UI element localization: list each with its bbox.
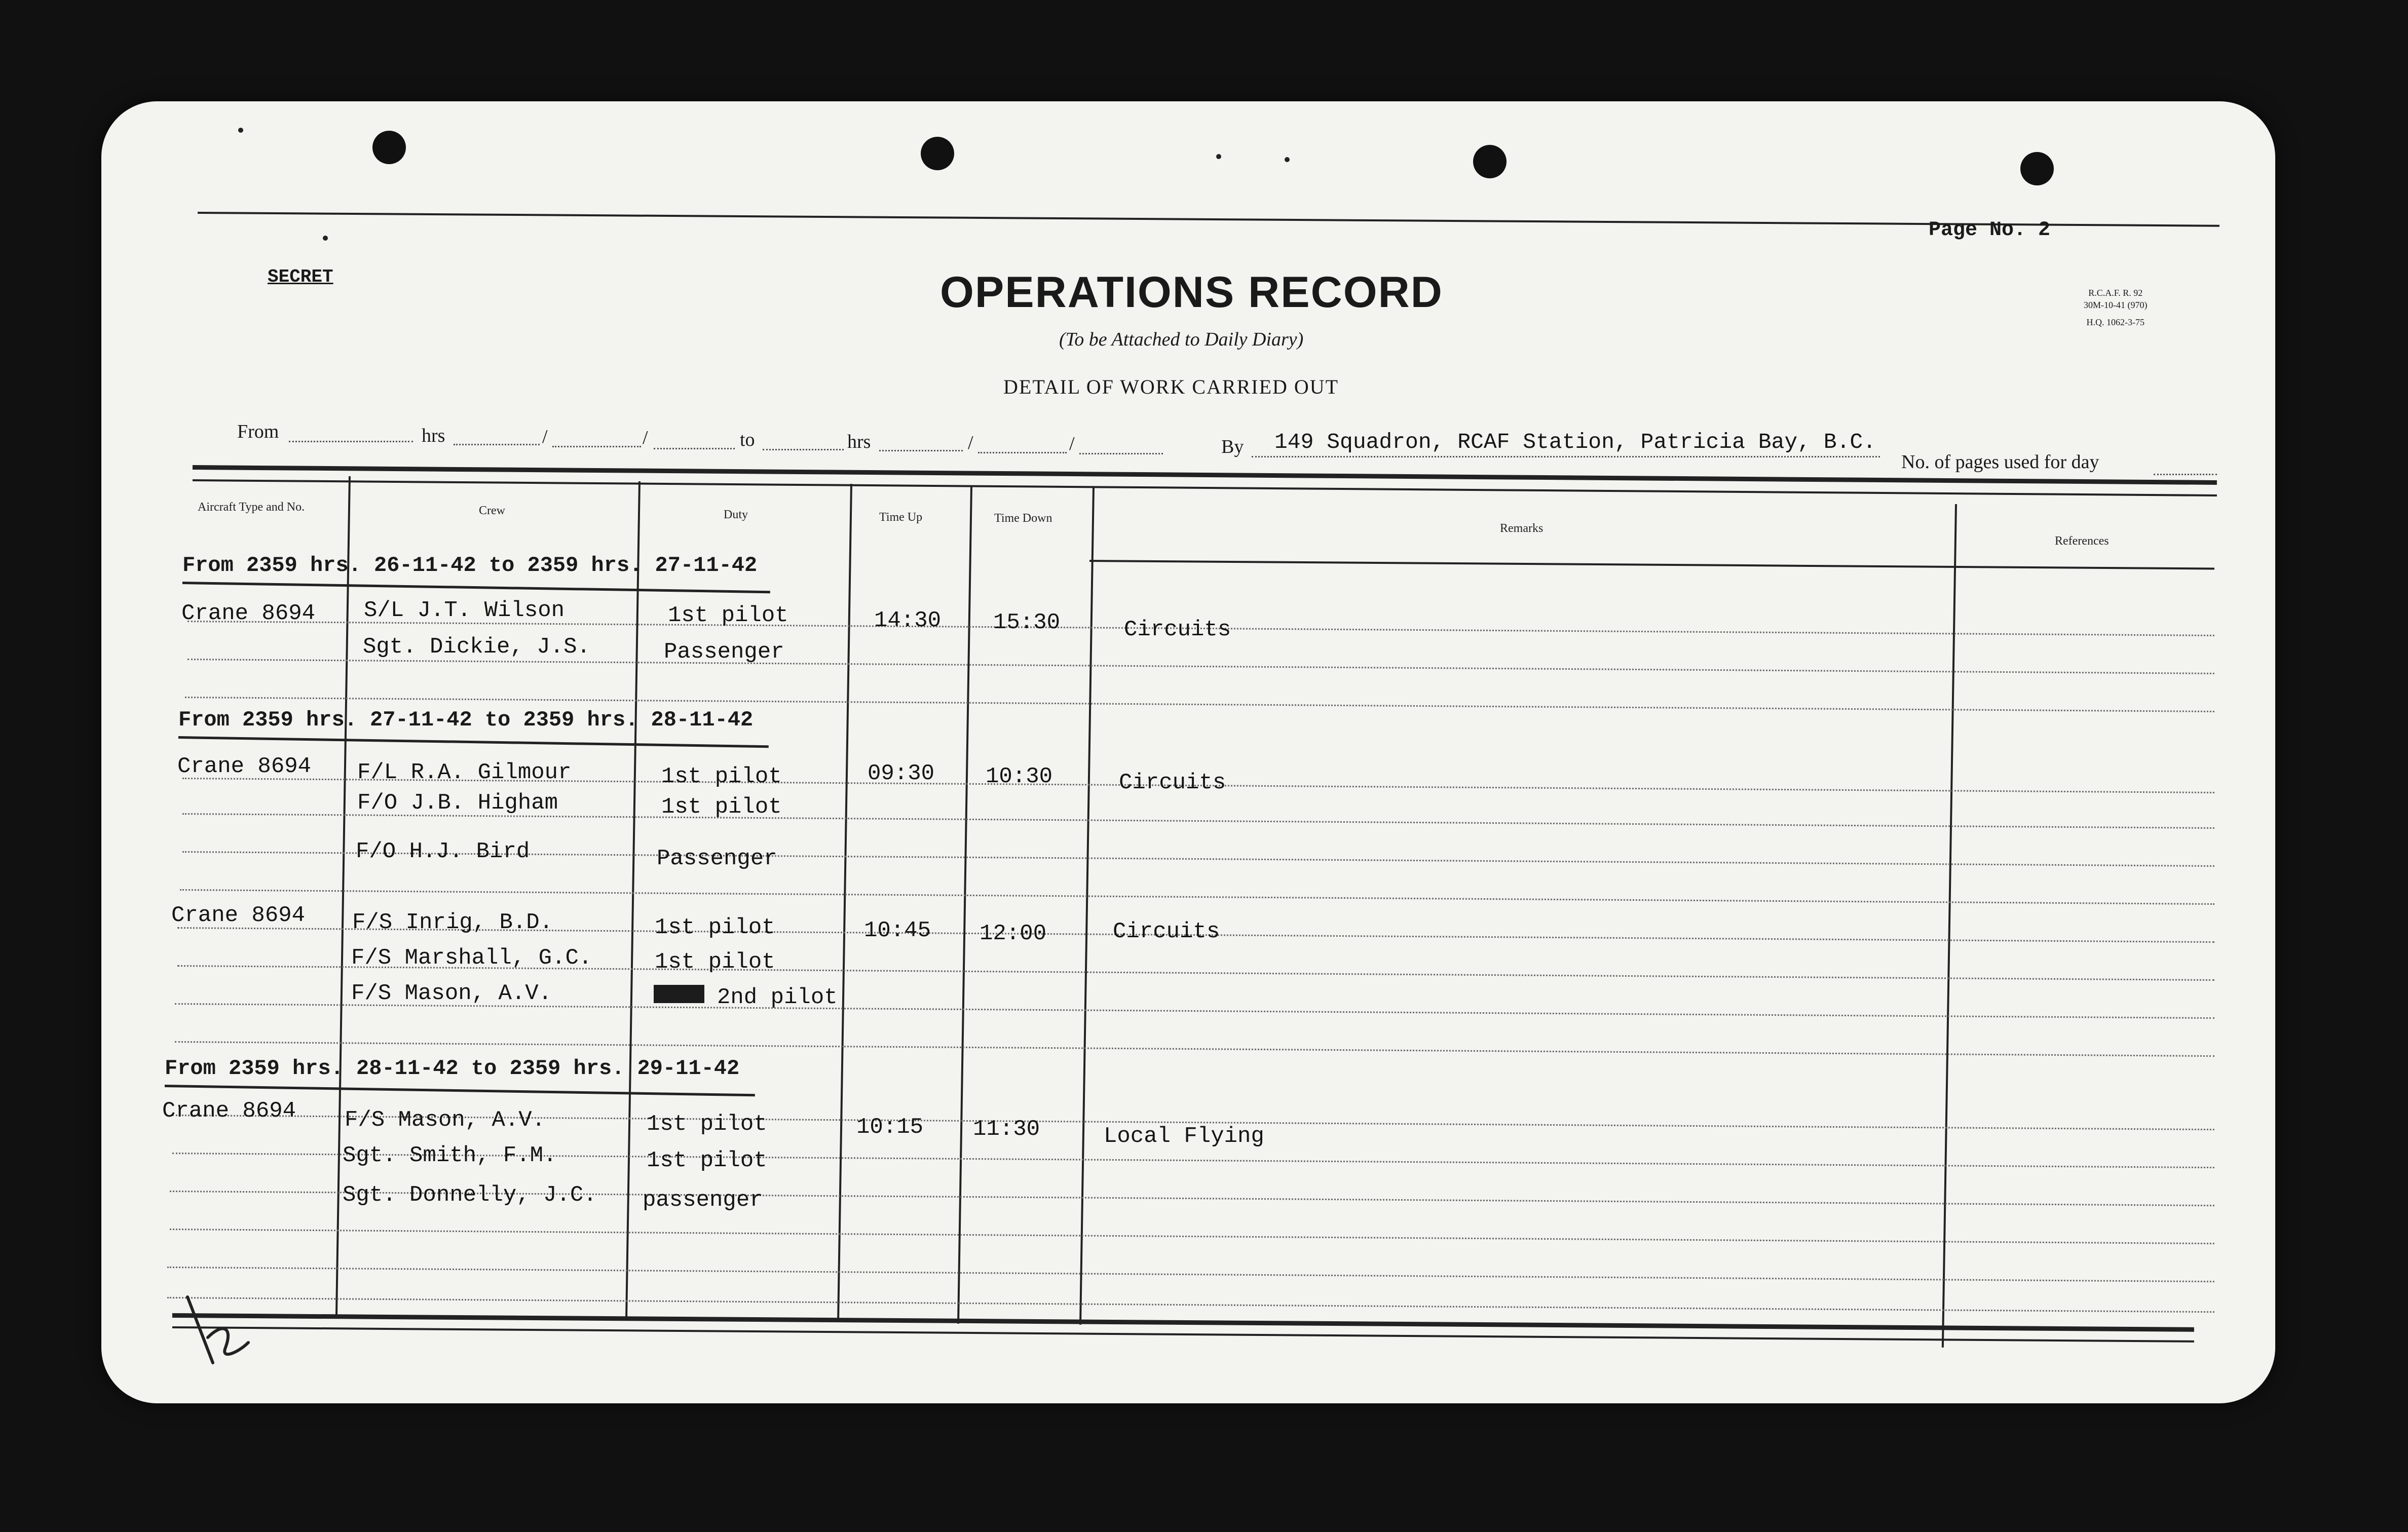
from-label: From bbox=[237, 421, 279, 442]
binder-hole bbox=[372, 131, 406, 164]
form-reference bbox=[2084, 287, 2147, 328]
struck-out-text bbox=[654, 985, 704, 1003]
col-header-time-down: Time Down bbox=[994, 512, 1052, 525]
crew-name: Sgt. Smith, F.M. bbox=[343, 1143, 557, 1168]
period-heading: From 2359 hrs. 27-11-42 to 2359 hrs. 28-11-42 bbox=[178, 708, 754, 732]
time-down-cell: 15:30 bbox=[993, 610, 1061, 635]
remarks-cell: Circuits bbox=[1113, 919, 1220, 944]
form-ref-line-2: 30M-10-41 (970) bbox=[2084, 300, 2148, 310]
crew-name: S/L J.T. Wilson bbox=[364, 598, 565, 623]
crew-name: F/S Mason, A.V. bbox=[345, 1107, 546, 1133]
time-up-cell: 09:30 bbox=[868, 761, 935, 786]
binder-hole bbox=[2020, 152, 2054, 185]
form-ref-line-3: H.Q. 1062-3-75 bbox=[2086, 317, 2144, 327]
crew-duty: Passenger bbox=[664, 639, 784, 665]
date-fill bbox=[978, 452, 1067, 453]
to-label: to bbox=[740, 429, 755, 450]
date-fill bbox=[552, 446, 641, 447]
col-header-references: References bbox=[2055, 534, 2109, 548]
to-fill bbox=[763, 449, 844, 450]
from-fill bbox=[289, 441, 413, 442]
time-up-cell: 10:45 bbox=[864, 918, 931, 943]
by-label: By bbox=[1221, 436, 1244, 457]
page-subtitle: (To be Attached to Daily Diary) bbox=[1059, 329, 1304, 350]
dust-speck bbox=[323, 236, 328, 241]
crew-name: Sgt. Donnelly, J.C. bbox=[343, 1182, 597, 1208]
slash: / bbox=[1069, 433, 1075, 454]
hrs-label: hrs bbox=[847, 431, 871, 452]
crew-duty: 1st pilot bbox=[655, 949, 775, 975]
dust-speck bbox=[238, 128, 243, 133]
crew-duty: 1st pilot bbox=[668, 603, 788, 628]
remarks-cell: Circuits bbox=[1119, 770, 1226, 795]
hrs-fill bbox=[879, 450, 963, 451]
dust-speck bbox=[1285, 157, 1290, 162]
col-header-aircraft: Aircraft Type and No. bbox=[198, 501, 305, 514]
time-down-cell: 11:30 bbox=[973, 1117, 1040, 1142]
col-header-duty: Duty bbox=[724, 508, 748, 521]
page-title: OPERATIONS RECORD bbox=[940, 268, 1443, 317]
remarks-cell: Circuits bbox=[1124, 617, 1231, 642]
slash: / bbox=[968, 432, 973, 453]
crew-name: F/S Mason, A.V. bbox=[351, 981, 552, 1006]
crew-name: F/S Marshall, G.C. bbox=[351, 945, 592, 971]
aircraft-cell: Crane 8694 bbox=[162, 1098, 296, 1124]
crew-name: F/O H.J. Bird bbox=[356, 839, 530, 864]
remarks-cell: Local Flying bbox=[1104, 1124, 1264, 1149]
hrs-fill bbox=[454, 444, 540, 445]
slash: / bbox=[643, 427, 648, 448]
hrs-label: hrs bbox=[422, 425, 445, 446]
period-heading: From 2359 hrs. 26-11-42 to 2359 hrs. 27-11-42 bbox=[182, 553, 758, 578]
period-heading: From 2359 hrs. 28-11-42 to 2359 hrs. 29-11-42 bbox=[165, 1056, 740, 1081]
unit-name: 149 Squadron, RCAF Station, Patricia Bay, B.C. bbox=[1274, 430, 1876, 454]
pages-label: No. of pages used for day bbox=[1901, 451, 2099, 473]
crew-duty: 2nd pilot bbox=[717, 985, 838, 1010]
aircraft-cell: Crane 8694 bbox=[177, 754, 312, 779]
by-fill bbox=[1252, 456, 1880, 457]
binder-hole bbox=[921, 137, 954, 170]
col-header-crew: Crew bbox=[479, 504, 505, 517]
col-header-remarks: Remarks bbox=[1500, 522, 1544, 535]
crew-duty: 1st pilot bbox=[655, 915, 775, 940]
detail-heading: DETAIL OF WORK CARRIED OUT bbox=[1003, 375, 1339, 398]
time-up-cell: 10:15 bbox=[856, 1115, 924, 1140]
crew-duty: Passenger bbox=[657, 846, 777, 871]
crew-name: F/S Inrig, B.D. bbox=[352, 910, 553, 935]
time-down-cell: 12:00 bbox=[980, 921, 1047, 946]
secret-stamp: SECRET bbox=[268, 266, 333, 287]
aircraft-cell: Crane 8694 bbox=[171, 903, 306, 928]
handwritten-initial bbox=[177, 1277, 258, 1378]
crew-duty: 1st pilot bbox=[661, 794, 782, 820]
time-down-cell: 10:30 bbox=[986, 764, 1053, 789]
date-fill bbox=[654, 448, 735, 449]
crew-name: F/O J.B. Higham bbox=[357, 790, 558, 816]
date-fill bbox=[1079, 453, 1163, 454]
time-up-cell: 14:30 bbox=[874, 608, 942, 633]
aircraft-cell: Crane 8694 bbox=[181, 601, 316, 626]
crew-duty: 1st pilot bbox=[661, 764, 782, 789]
col-header-time-up: Time Up bbox=[879, 511, 923, 524]
page-number: Page No. 2 bbox=[1929, 219, 2051, 242]
crew-name: F/L R.A. Gilmour bbox=[357, 760, 572, 785]
form-ref-line-1: R.C.A.F. R. 92 bbox=[2088, 288, 2143, 298]
crew-duty: passenger bbox=[643, 1188, 763, 1213]
pages-fill bbox=[2154, 474, 2217, 475]
crew-duty: 1st pilot bbox=[647, 1148, 767, 1173]
crew-duty: 1st pilot bbox=[647, 1112, 767, 1137]
slash: / bbox=[542, 426, 548, 447]
dust-speck bbox=[1216, 154, 1221, 159]
binder-hole bbox=[1473, 145, 1507, 178]
crew-name: Sgt. Dickie, J.S. bbox=[363, 634, 590, 660]
